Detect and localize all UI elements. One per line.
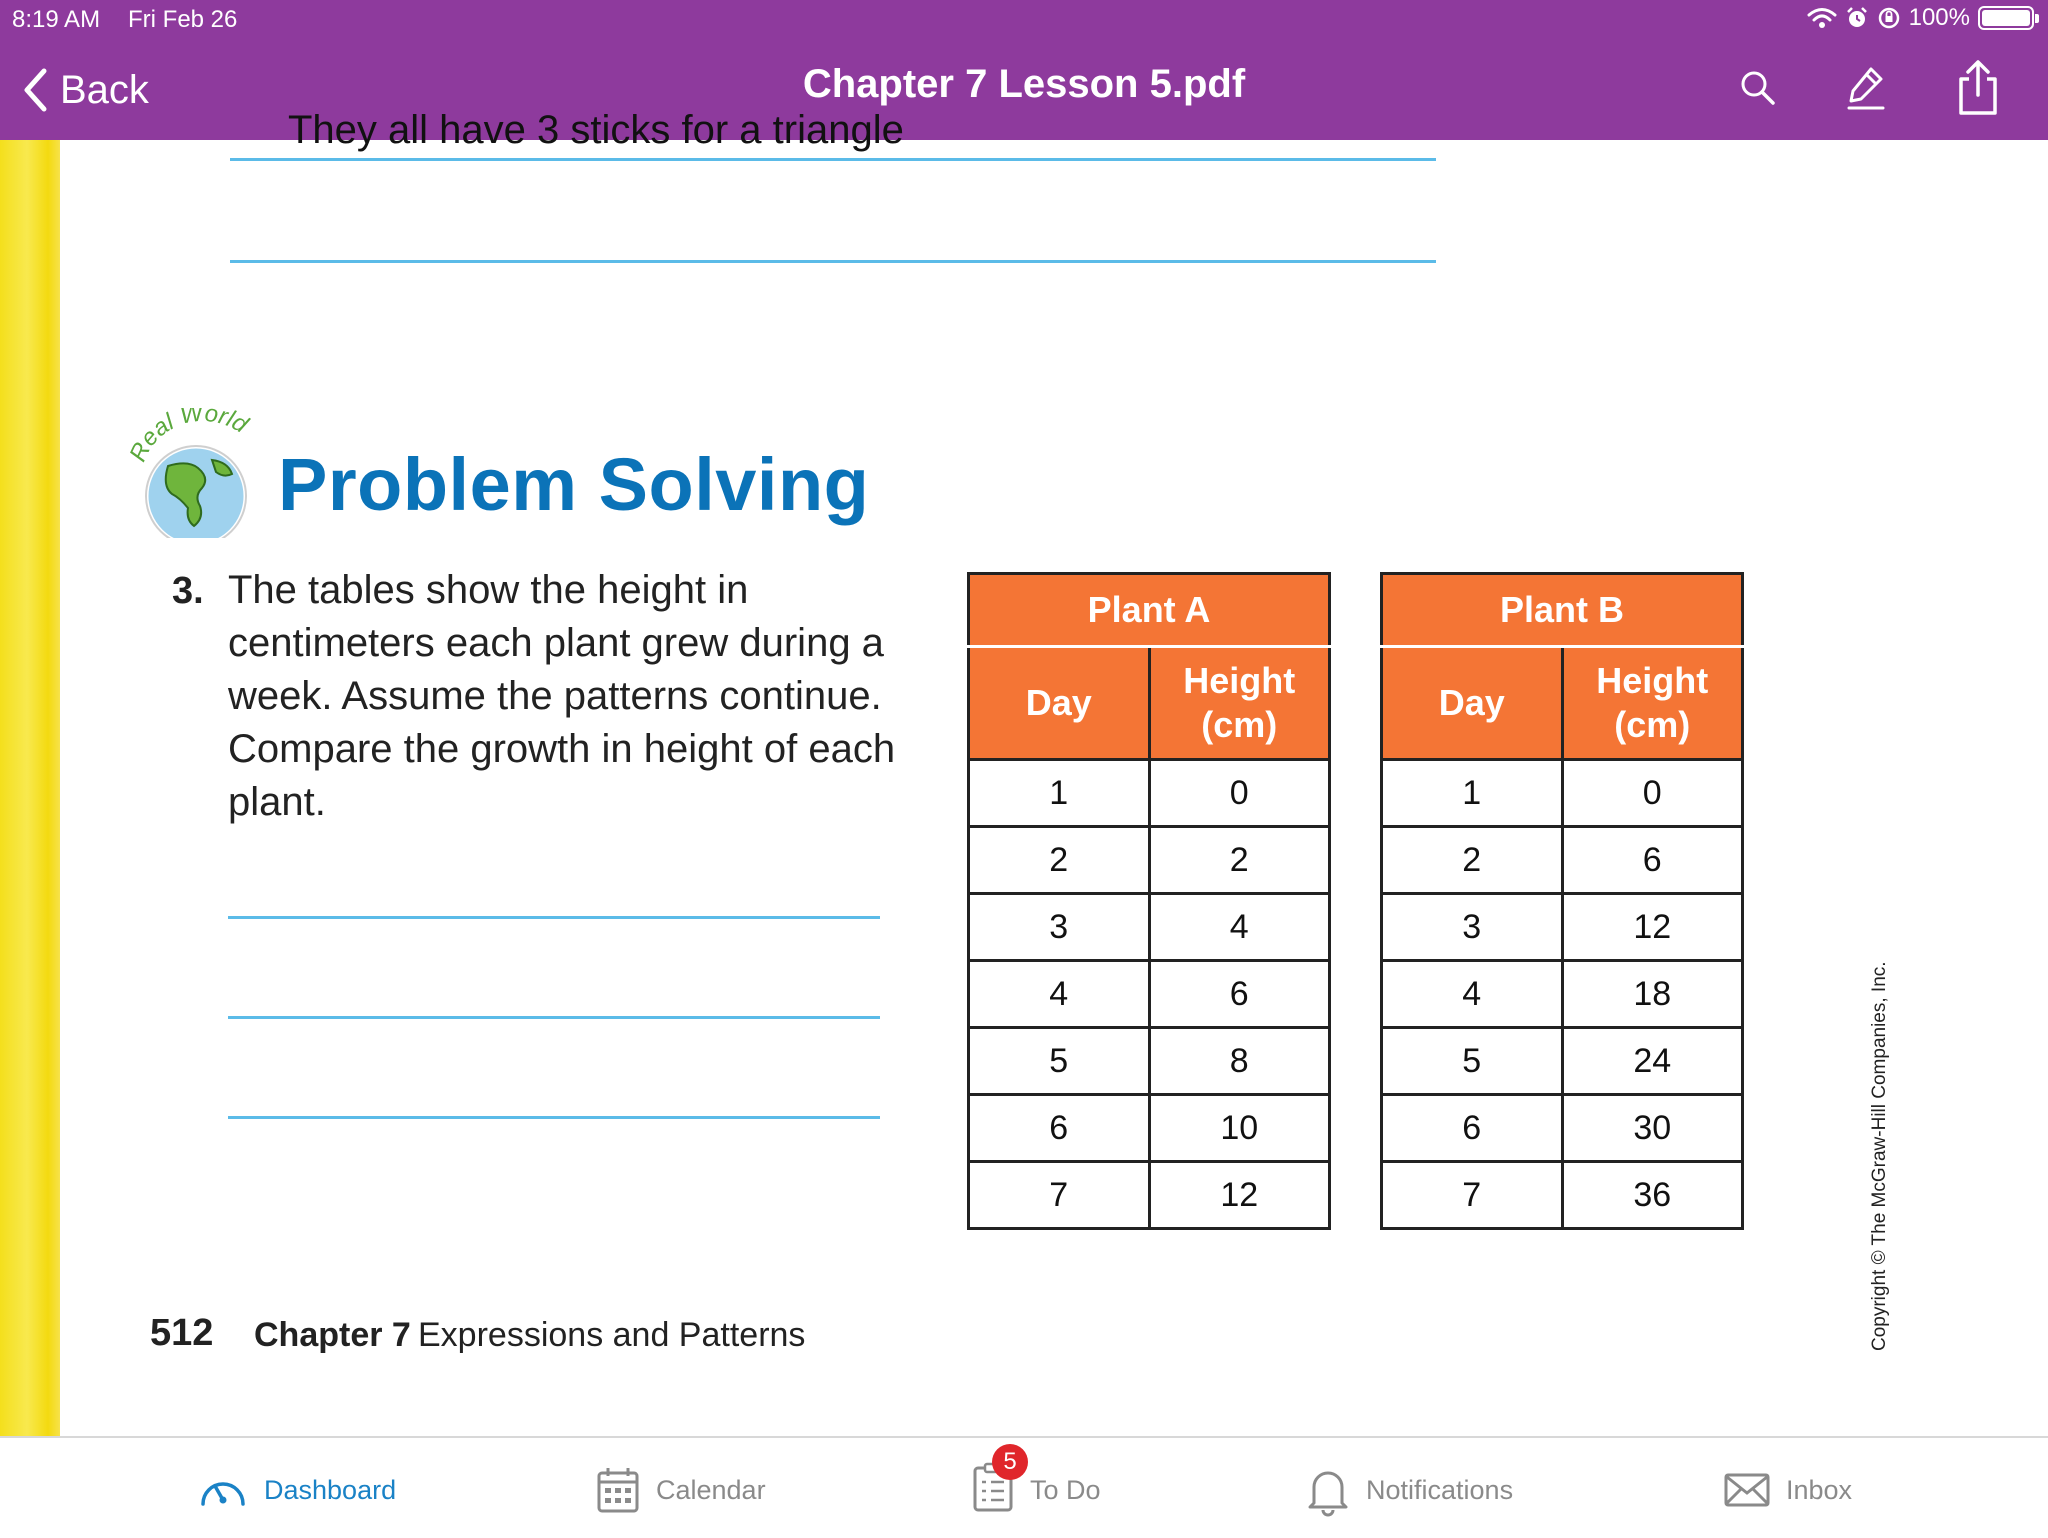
back-button[interactable] [22, 62, 149, 118]
dashboard-gauge-icon [198, 1470, 248, 1510]
day-cell: 1 [969, 760, 1150, 827]
day-cell: 7 [969, 1162, 1150, 1229]
table-row [969, 961, 1330, 1028]
tab-dashboard[interactable] [198, 1462, 396, 1518]
height-cell: 12 [1562, 894, 1743, 961]
table-row [969, 760, 1330, 827]
height-cell: 12 [1149, 1162, 1330, 1229]
badge-text: eal World [135, 408, 253, 452]
plant-a-table [967, 572, 1331, 1230]
tab-todo-label: To Do [1030, 1474, 1101, 1505]
annotate-button[interactable] [1836, 56, 1896, 120]
document-title: Chapter 7 Lesson 5.pdf [802, 62, 1246, 106]
status-time: 8:19 AM [12, 6, 101, 33]
height-cell: 6 [1149, 961, 1330, 1028]
back-label: Back [60, 67, 149, 112]
todo-icon-wrap [972, 1447, 1017, 1519]
page-number: 512 [150, 1312, 214, 1354]
alarm-icon [1845, 6, 1869, 30]
day-cell: 2 [1382, 827, 1563, 894]
day-cell: 1 [1382, 760, 1563, 827]
day-cell: 6 [1382, 1095, 1563, 1162]
table-column-headers [969, 647, 1330, 760]
rotation-lock-icon [1877, 6, 1901, 30]
height-unit: (cm) [1614, 704, 1691, 745]
day-cell: 7 [1382, 1162, 1563, 1229]
height-cell: 2 [1149, 827, 1330, 894]
table-row [1382, 1028, 1743, 1095]
height-cell: 0 [1562, 760, 1743, 827]
tab-dashboard-label: Dashboard [264, 1474, 397, 1505]
annotate-pen-icon [1845, 65, 1887, 111]
table-row [969, 1162, 1330, 1229]
battery-icon [1978, 6, 2034, 30]
column-header-height [1562, 647, 1743, 760]
chevron-left-icon [22, 67, 48, 113]
question-number: 3. [172, 570, 204, 612]
height-cell: 18 [1562, 961, 1743, 1028]
day-cell: 5 [969, 1028, 1150, 1095]
answer-line [230, 158, 1436, 161]
tab-todo[interactable] [972, 1447, 1101, 1518]
day-cell: 3 [969, 894, 1150, 961]
table-header-row [969, 574, 1330, 647]
copyright-text: Copyright © The McGraw-Hill Companies, Inc. [1869, 961, 1890, 1351]
question-text: The tables show the height in centimeters each plant grew during a week. Assume the patterns continue. Compare the growth in height of each plant. [228, 568, 896, 824]
day-cell: 4 [969, 961, 1150, 1028]
table-row [1382, 760, 1743, 827]
envelope-icon [1724, 1472, 1770, 1508]
share-button[interactable] [1948, 56, 2008, 120]
table-row [1382, 894, 1743, 961]
tab-notifications-label: Notifications [1366, 1474, 1514, 1505]
day-cell: 4 [1382, 961, 1563, 1028]
tab-calendar[interactable] [596, 1462, 766, 1518]
height-cell: 24 [1562, 1028, 1743, 1095]
table-row [1382, 827, 1743, 894]
share-icon [1955, 59, 2001, 117]
table-column-headers [1382, 647, 1743, 760]
table-row [969, 894, 1330, 961]
height-cell: 30 [1562, 1095, 1743, 1162]
table-row [969, 1095, 1330, 1162]
battery-fill [1982, 10, 2030, 26]
plant-b-table [1380, 572, 1744, 1230]
answer-line [228, 1016, 880, 1019]
search-icon [1739, 69, 1777, 107]
column-header-day: Day [1382, 647, 1563, 760]
day-cell: 5 [1382, 1028, 1563, 1095]
calendar-icon [596, 1466, 640, 1514]
table-row [969, 827, 1330, 894]
previous-answer-text: They all have 3 sticks for a triangle [288, 108, 904, 152]
height-cell: 0 [1149, 760, 1330, 827]
height-cell: 6 [1562, 827, 1743, 894]
search-button[interactable] [1728, 56, 1788, 120]
tab-inbox-label: Inbox [1786, 1474, 1853, 1505]
day-cell: 2 [969, 827, 1150, 894]
height-cell: 36 [1562, 1162, 1743, 1229]
table-title: Plant B [1382, 574, 1743, 647]
height-label: Height [1596, 660, 1709, 701]
chapter-label: Chapter 7 [254, 1316, 411, 1354]
table-row [1382, 1162, 1743, 1229]
table-row [1382, 961, 1743, 1028]
tab-inbox[interactable] [1724, 1462, 1852, 1518]
answer-line [228, 1116, 880, 1119]
day-cell: 6 [969, 1095, 1150, 1162]
height-cell: 8 [1149, 1028, 1330, 1095]
page-edge-decoration [0, 140, 60, 1436]
real-world-globe-icon [128, 408, 278, 543]
table-row [1382, 1095, 1743, 1162]
table-title: Plant A [969, 574, 1330, 647]
wifi-icon [1807, 6, 1837, 30]
battery-percent: 100% [1908, 4, 1970, 31]
height-unit: (cm) [1201, 704, 1278, 745]
day-cell: 3 [1382, 894, 1563, 961]
height-cell: 4 [1149, 894, 1330, 961]
status-date: Fri Feb 26 [128, 6, 238, 33]
height-cell: 10 [1149, 1095, 1330, 1162]
table-header-row [1382, 574, 1743, 647]
section-title: Problem Solving [278, 443, 870, 526]
bell-icon [1306, 1465, 1350, 1515]
chapter-name: Expressions and Patterns [418, 1316, 806, 1354]
status-indicators [1807, 4, 2034, 32]
answer-line [230, 260, 1436, 263]
todo-count-badge: 5 [992, 1444, 1028, 1480]
column-header-height [1149, 647, 1330, 760]
table-row [969, 1028, 1330, 1095]
tab-notifications[interactable] [1306, 1462, 1513, 1518]
answer-line [228, 916, 880, 919]
tab-calendar-label: Calendar [656, 1474, 766, 1505]
pdf-page[interactable] [0, 108, 2048, 1436]
bottom-tab-bar [0, 1436, 2048, 1538]
column-header-day: Day [969, 647, 1150, 760]
height-label: Height [1183, 660, 1296, 701]
